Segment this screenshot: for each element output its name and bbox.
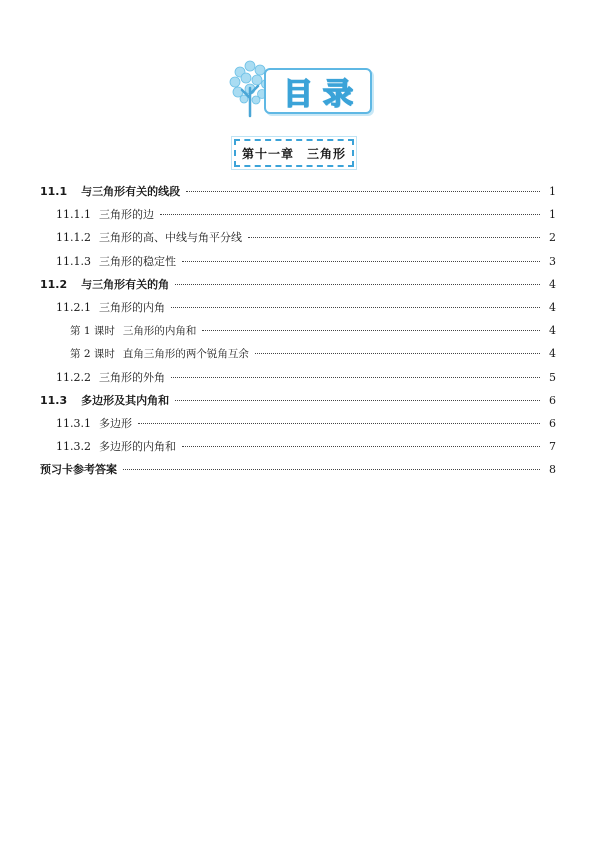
toc-page-number: 4 bbox=[549, 277, 556, 291]
toc-section-entry[interactable] bbox=[40, 273, 556, 296]
toc-entry-label: 与三角形有关的线段 bbox=[81, 185, 181, 198]
toc-lesson-entry[interactable] bbox=[40, 319, 556, 342]
dot-leader bbox=[171, 377, 540, 378]
toc-subsection-entry[interactable] bbox=[40, 412, 556, 435]
toc-entry-label: 三角形的内角 bbox=[99, 300, 165, 314]
toc-page-number: 2 bbox=[549, 231, 556, 245]
toc-page-number: 1 bbox=[549, 185, 556, 198]
toc-page-number: 4 bbox=[549, 300, 556, 314]
toc-subsection-entry[interactable] bbox=[40, 226, 556, 249]
toc-entry-label: 多边形及其内角和 bbox=[81, 393, 170, 407]
toc-page-number: 3 bbox=[549, 254, 556, 268]
toc-entry-number: 11.1.2 bbox=[56, 231, 91, 245]
toc-entry-label: 直角三角形的两个锐角互余 bbox=[122, 348, 249, 361]
toc-entry-label: 三角形的边 bbox=[99, 208, 154, 222]
toc-entry-number: 11.3.1 bbox=[56, 416, 91, 430]
dot-leader bbox=[175, 400, 540, 401]
toc-entry-number: 11.1.3 bbox=[56, 254, 91, 268]
toc-page-number: 4 bbox=[549, 347, 556, 361]
toc-section-entry[interactable] bbox=[40, 389, 556, 412]
toc-page-number: 8 bbox=[549, 463, 556, 477]
dot-leader bbox=[123, 469, 540, 470]
toc-section-entry[interactable] bbox=[40, 180, 556, 203]
dot-leader bbox=[248, 237, 540, 238]
toc-entry-number: 11.2.2 bbox=[56, 370, 91, 384]
toc-entry-label: 三角形的内角和 bbox=[122, 325, 197, 338]
dot-leader bbox=[255, 353, 540, 354]
toc-page-number: 1 bbox=[549, 208, 556, 222]
toc-entry-number: 11.1 bbox=[40, 185, 68, 198]
toc-entry-number: 11.1.1 bbox=[56, 208, 91, 222]
toc-page-number: 6 bbox=[549, 416, 556, 430]
toc-entry-label: 三角形的稳定性 bbox=[99, 254, 176, 268]
toc-page-number: 6 bbox=[549, 393, 556, 407]
toc-subsection-entry[interactable] bbox=[40, 366, 556, 389]
toc-entry-label: 与三角形有关的角 bbox=[81, 277, 170, 291]
toc-entry-number: 11.3 bbox=[40, 393, 68, 407]
dot-leader bbox=[182, 261, 540, 262]
chapter-heading: 第十一章 三角形 bbox=[234, 139, 354, 167]
toc-page-number: 4 bbox=[549, 324, 556, 338]
toc-entry-label: 三角形的高、中线与角平分线 bbox=[99, 231, 242, 245]
toc-section-entry[interactable] bbox=[40, 458, 556, 481]
dot-leader bbox=[138, 423, 540, 424]
toc-page-number: 5 bbox=[549, 370, 556, 384]
dot-leader bbox=[160, 214, 540, 215]
table-of-contents bbox=[40, 180, 556, 481]
dot-leader bbox=[202, 330, 540, 331]
toc-subsection-entry[interactable] bbox=[40, 435, 556, 458]
title-banner bbox=[226, 58, 376, 118]
toc-lesson-entry[interactable] bbox=[40, 342, 556, 365]
dot-leader bbox=[175, 284, 540, 285]
toc-entry-number: 第 2 课时 bbox=[70, 348, 115, 361]
dot-leader bbox=[171, 307, 540, 308]
page-title: 目录 bbox=[283, 77, 363, 112]
toc-subsection-entry[interactable] bbox=[40, 250, 556, 273]
dot-leader bbox=[186, 191, 540, 192]
toc-entry-number: 11.2 bbox=[40, 277, 68, 291]
toc-entry-label: 多边形的内角和 bbox=[99, 440, 176, 454]
toc-page-number: 7 bbox=[549, 440, 556, 454]
toc-entry-label: 预习卡参考答案 bbox=[40, 463, 117, 477]
toc-entry-number: 11.2.1 bbox=[56, 300, 91, 314]
toc-entry-number: 11.3.2 bbox=[56, 440, 91, 454]
dot-leader bbox=[182, 446, 540, 447]
toc-entry-number: 第 1 课时 bbox=[70, 325, 115, 338]
toc-subsection-entry[interactable] bbox=[40, 203, 556, 226]
toc-entry-label: 多边形 bbox=[99, 416, 132, 430]
toc-subsection-entry[interactable] bbox=[40, 296, 556, 319]
title-box bbox=[264, 68, 372, 114]
toc-entry-label: 三角形的外角 bbox=[99, 370, 165, 384]
